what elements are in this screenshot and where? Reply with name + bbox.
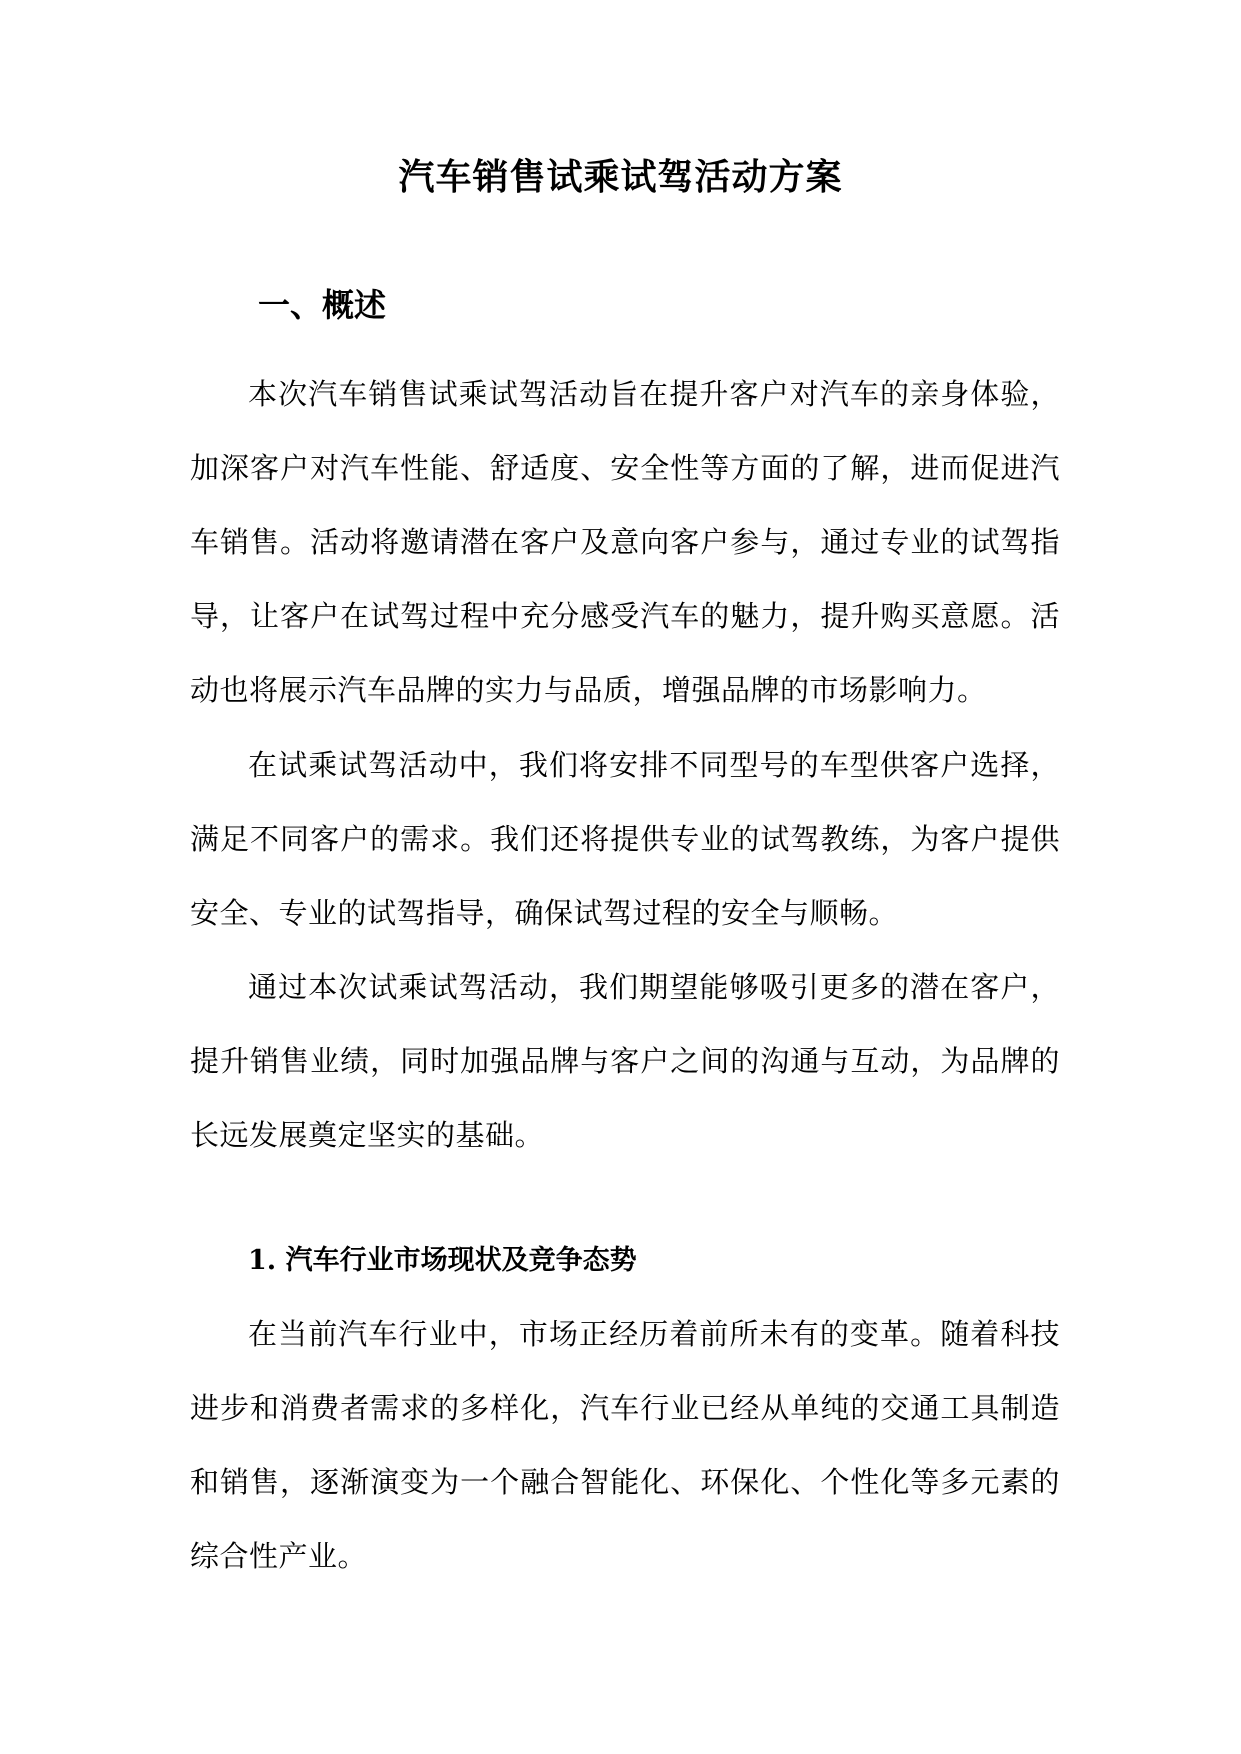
subsection-heading-market-status: 1. 汽车行业市场现状及竞争态势 [248,1245,637,1276]
overview-paragraph-2: 在试乘试驾活动中，我们将安排不同型号的车型供客户选择，满足不同客户的需求。我们还将提供专业的试驾教练，为客户提供安全、专业的试驾指导，确保试驾过程的安全与顺畅。 [190,748,1060,930]
overview-paragraph-1: 本次汽车销售试乘试驾活动旨在提升客户对汽车的亲身体验，加深客户对汽车性能、舒适度、安全性等方面的了解，进而促进汽车销售。活动将邀请潜在客户及意向客户参与，通过专业的试驾指导，让客户在试驾过程中充分感受汽车的魅力，提升购买意愿。活动也将展示汽车品牌的实力与品质，增强品牌的市场影响力。 [190,377,1060,707]
market-status-paragraph-1: 在当前汽车行业中，市场正经历着前所未有的变革。随着科技进步和消费者需求的多样化，汽车行业已经从单纯的交通工具制造和销售，逐渐演变为一个融合智能化、环保化、个性化等多元素的综合性产业。 [190,1317,1060,1573]
section-heading-overview: 一、概述 [258,286,387,324]
document-title: 汽车销售试乘试驾活动方案 [398,156,843,198]
overview-paragraph-3: 通过本次试乘试驾活动，我们期望能够吸引更多的潜在客户，提升销售业绩，同时加强品牌与客户之间的沟通与互动，为品牌的长远发展奠定坚实的基础。 [190,970,1060,1152]
